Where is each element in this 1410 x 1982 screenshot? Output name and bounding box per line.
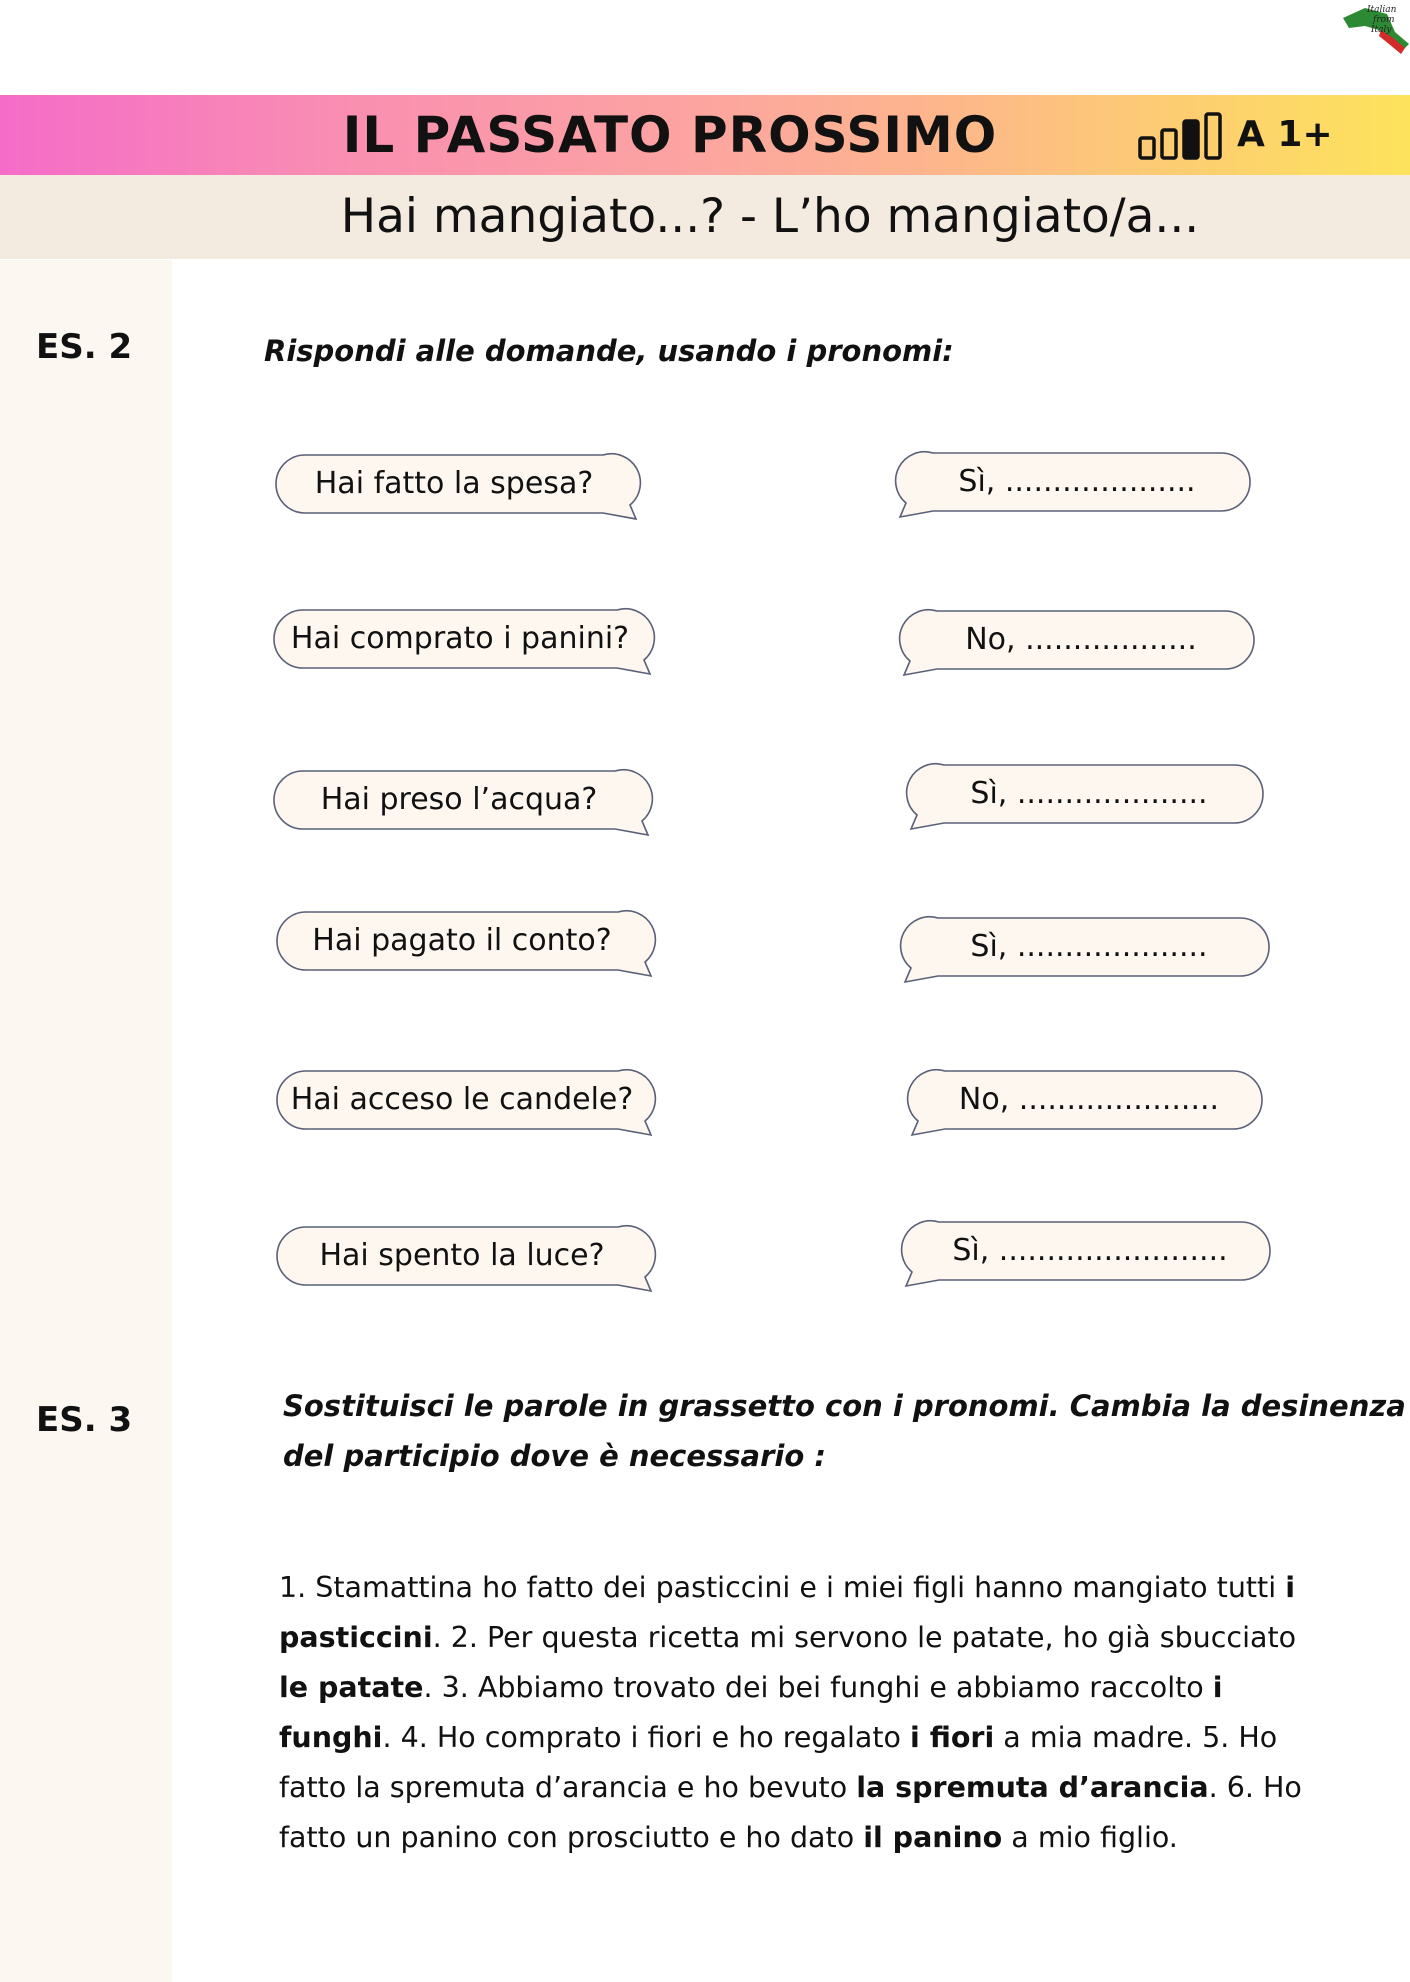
question-bubble-text: Hai acceso le candele? [290,1082,634,1117]
text-segment: 1. Stamattina ho fatto dei pasticcini e i miei figli hanno mangiato tutti [279,1571,1286,1604]
exercise-3-label: ES. 3 [36,1400,133,1440]
answer-bubble [909,918,1269,976]
bold-phrase: i fiori [910,1721,995,1754]
text-segment: a mia madre. 5. Ho fatto la spremuta d’arancia e ho bevuto [279,1721,1278,1804]
question-bubble [276,455,632,513]
page-subtitle: Hai mangiato...? - L’ho mangiato/a... [340,189,1200,244]
answer-bubble-text: Sì, ........................ [952,1233,1228,1268]
bold-phrase: i funghi [279,1671,1223,1754]
exercise-2-label: ES. 2 [36,327,133,367]
answer-bubble [908,611,1254,669]
text-segment: . 6. Ho fatto un panino con prosciutto e ho dato [279,1771,1302,1854]
question-bubble-text: Hai comprato i panini? [290,621,630,656]
subtitle-band [0,175,1410,259]
answer-bubble-text: No, .................. [965,622,1197,657]
level-label: A 1+ [1237,114,1333,155]
text-segment: . 4. Ho comprato i fiori e ho regalato [382,1721,911,1754]
bold-phrase: i pasticcini [279,1571,1295,1654]
answer-bubble-text: No, ..................... [958,1082,1220,1117]
question-bubble-text: Hai fatto la spesa? [314,466,594,501]
question-bubble-text: Hai spento la luce? [319,1238,605,1273]
question-bubble [277,912,647,970]
bold-phrase: il panino [863,1821,1003,1854]
answer-bubble-text: Sì, .................... [970,776,1208,811]
answer-bubble [904,453,1250,511]
exercise-3-instruction-line2: del participio dove è necessario : [283,1439,826,1473]
page-title: IL PASSATO PROSSIMO [342,106,998,164]
bold-phrase: le patate [279,1671,424,1704]
answer-bubble-text: Sì, .................... [958,464,1196,499]
exercise-3-paragraph [279,1563,1319,1863]
title-band [0,95,1410,175]
question-bubble [274,610,646,668]
question-bubble [274,771,644,829]
italian-from-italy-logo [1335,0,1410,60]
question-bubble-text: Hai preso l’acqua? [320,782,598,817]
level-bars-icon [1138,112,1224,160]
exercise-2-instruction: Rispondi alle domande, usando i pronomi: [264,334,954,368]
question-bubble [277,1071,647,1129]
svg-text:Italian: Italian [1367,5,1397,15]
text-segment: . 3. Abbiamo trovato dei bei funghi e abbiamo raccolto [423,1671,1213,1704]
question-bubble-text: Hai pagato il conto? [312,923,612,958]
svg-text:from: from [1373,15,1395,25]
answer-bubble [915,765,1263,823]
left-margin-strip [0,260,172,1982]
answer-bubble-text: Sì, .................... [970,929,1208,964]
svg-text:Italy: Italy [1371,25,1392,35]
question-bubble [277,1227,647,1285]
bold-phrase: la spremuta d’arancia [856,1771,1209,1804]
exercise-3-instruction-line1: Sostituisci le parole in grassetto con i pronomi. Cambia la desinenza [283,1389,1406,1423]
answer-bubble [910,1222,1270,1280]
text-segment: . 2. Per questa ricetta mi servono le patate, ho già sbucciato [432,1621,1297,1654]
text-segment: a mio figlio. [1002,1821,1178,1854]
answer-bubble [916,1071,1262,1129]
